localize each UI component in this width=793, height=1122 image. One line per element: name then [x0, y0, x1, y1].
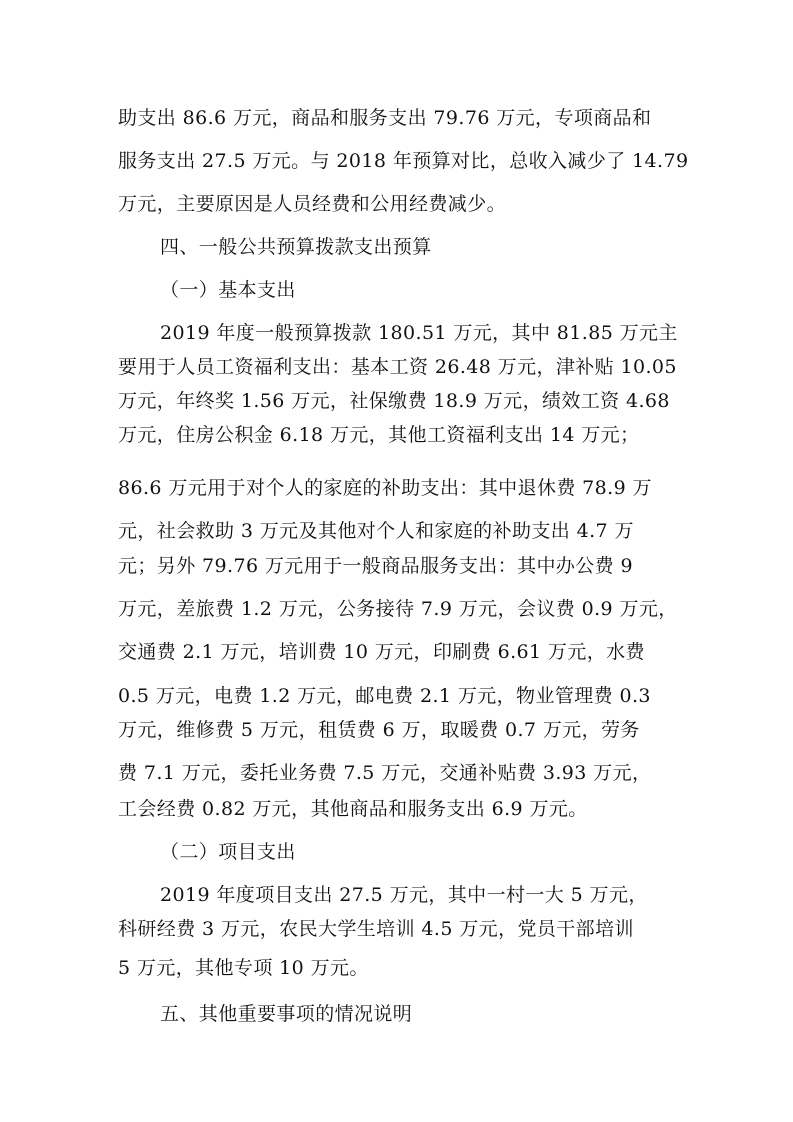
body-line: 2019 年度一般预算拨款 180.51 万元，其中 81.85 万元主 — [160, 322, 678, 344]
body-line: 助支出 86.6 万元，商品和服务支出 79.76 万元，专项商品和 — [118, 107, 652, 129]
body-line: 5 万元，其他专项 10 万元。 — [118, 957, 369, 979]
body-line: 万元，维修费 5 万元，租赁费 6 万，取暖费 0.7 万元，劳务 — [118, 719, 640, 741]
body-line: 86.6 万元用于对个人的家庭的补助支出：其中退休费 78.9 万 — [118, 477, 652, 499]
body-line: 元，社会救助 3 万元及其他对个人和家庭的补助支出 4.7 万 — [118, 520, 634, 542]
subsection-heading: （二）项目支出 — [160, 841, 296, 863]
body-line: 费 7.1 万元，委托业务费 7.5 万元，交通补贴费 3.93 万元， — [118, 762, 652, 784]
body-line: 元；另外 79.76 万元用于一般商品服务支出：其中办公费 9 — [118, 555, 634, 577]
body-line: 万元，差旅费 1.2 万元，公务接待 7.9 万元，会议费 0.9 万元， — [118, 598, 678, 620]
body-line: 科研经费 3 万元，农民大学生培训 4.5 万元，党员干部培训 — [118, 918, 634, 940]
body-line: 万元，年终奖 1.56 万元，社保缴费 18.9 万元，绩效工资 4.68 — [118, 390, 670, 412]
body-line: 0.5 万元，电费 1.2 万元，邮电费 2.1 万元，物业管理费 0.3 — [118, 685, 651, 707]
section-heading: 四、一般公共预算拨款支出预算 — [160, 236, 432, 258]
body-line: 交通费 2.1 万元，培训费 10 万元，印刷费 6.61 万元，水费 — [118, 641, 645, 663]
body-line: 万元，住房公积金 6.18 万元，其他工资福利支出 14 万元； — [118, 424, 640, 446]
body-line: 工会经费 0.82 万元，其他商品和服务支出 6.9 万元。 — [118, 798, 588, 820]
body-line: 2019 年度项目支出 27.5 万元，其中一村一大 5 万元， — [160, 884, 648, 906]
subsection-heading: （一）基本支出 — [160, 279, 296, 301]
section-heading: 五、其他重要事项的情况说明 — [160, 1003, 413, 1025]
body-line: 服务支出 27.5 万元。与 2018 年预算对比，总收入减少了 14.79 — [118, 150, 689, 172]
body-line: 要用于人员工资福利支出：基本工资 26.48 万元，津补贴 10.05 — [118, 356, 677, 378]
body-line: 万元，主要原因是人员经费和公用经费减少。 — [118, 193, 507, 215]
